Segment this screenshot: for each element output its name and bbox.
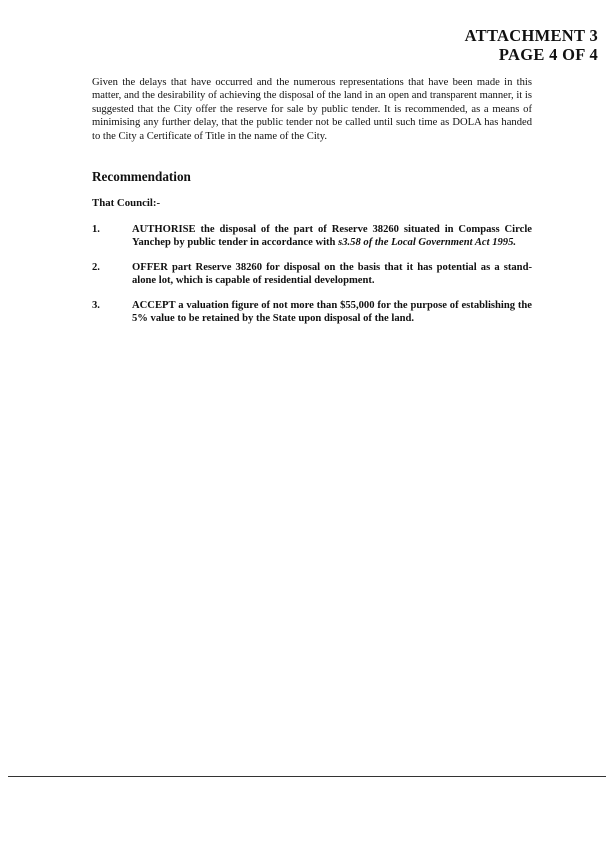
recommendation-item bbox=[92, 224, 532, 249]
footer-divider bbox=[8, 776, 606, 777]
item-number: 3. bbox=[92, 300, 100, 312]
recommendation-item bbox=[92, 262, 532, 287]
item-legislation-ref: s3.58 of the Local Government Act 1995. bbox=[338, 236, 517, 248]
intro-paragraph: Given the delays that have occurred and the numerous representations that have been made in this matter, and the desirability of achieving the disposal of the land in an open and transparent manner, it is suggested that the City offer the reserve for sale by public tender. It is recommended, as a means of minimising any further delay, that the public tender not be called until such time as DOLA has handed to the City a Certificate of Title in the name of the City. bbox=[92, 77, 532, 142]
page-header bbox=[465, 26, 598, 64]
page-number: PAGE 4 OF 4 bbox=[498, 45, 598, 64]
item-text bbox=[132, 224, 532, 249]
item-text-main: AUTHORISE the disposal of the part of Reserve 38260 situated in Compass Circle Yanchep by public tender in accordance with bbox=[132, 224, 532, 248]
council-preamble: That Council:- bbox=[92, 197, 161, 209]
attachment-label: ATTACHMENT 3 bbox=[464, 26, 598, 45]
item-text: OFFER part Reserve 38260 for disposal on the basis that it has potential as a stand-alone lot, which is capable of residential development. bbox=[132, 262, 532, 286]
recommendation-item bbox=[92, 300, 532, 325]
item-number: 1. bbox=[92, 224, 100, 235]
item-text: ACCEPT a valuation figure of not more than $55,000 for the purpose of establishing the 5% value to be retained by the State upon disposal of the land. bbox=[132, 300, 532, 324]
recommendation-list bbox=[92, 224, 532, 339]
item-number: 2. bbox=[92, 262, 100, 274]
recommendation-heading: Recommendation bbox=[92, 169, 191, 184]
